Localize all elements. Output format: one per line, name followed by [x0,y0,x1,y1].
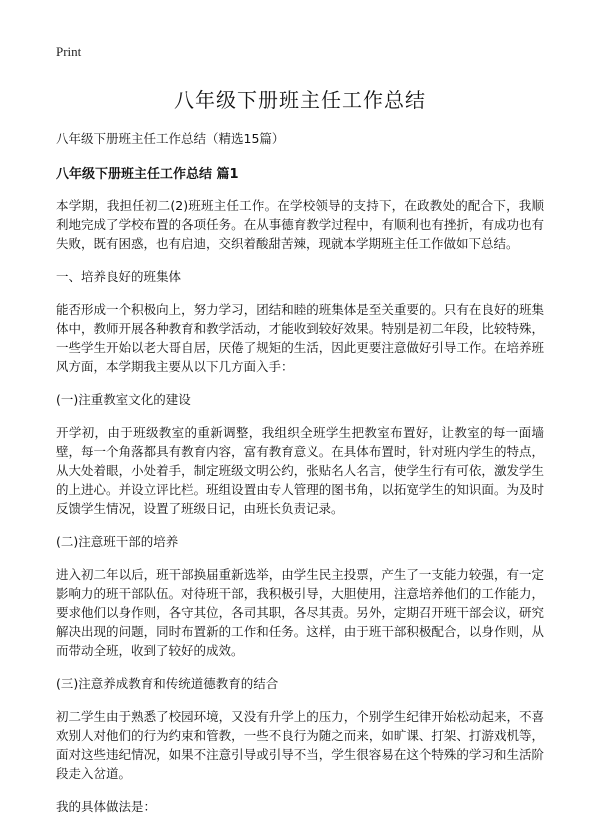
page-title: 八年级下册班主任工作总结 [174,88,426,112]
paragraph-method-intro: 我的具体做法是： [56,799,157,814]
section-heading-classroom-culture: (一)注重教室文化的建设 [56,392,191,407]
paragraph-habit-education: 初二学生由于熟悉了校园环境，又没有升学上的压力，个别学生纪律开始松动起来，不喜欢别人对他们的行为约束和管教，一些不良行为随之而来，如旷课、打架、打游戏机等，面对这些违纪情况，如果不注意引导或引导不当，学生很容易在这个特殊的学习和生活阶段走入岔道。 [56,709,544,781]
paragraph-intro: 本学期，我担任初二(2)班班主任工作。在学校领导的支持下，在政教处的配合下，我顺利地完成了学校布置的各项任务。在从事德育教学过程中，有顺利也有挫折，有成功也有失败，既有困惑，也有启迪，交织着酸甜苦辣，现就本学期班主任工作做如下总结。 [56,198,544,251]
document-subtitle: 八年级下册班主任工作总结（精选15篇） [56,131,285,146]
paragraph-class-cadres: 进入初二年以后，班干部换届重新选举，由学生民主投票，产生了一支能力较强，有一定影响力的班干部队伍。对待班干部，我积极引导，大胆使用，注意培养他们的工作能力，要求他们以身作则，各守其位，各司其职，各尽其责。另外，定期召开班干部会议，研究解决出现的问题，同时布置新的工作和任务。这样，由于班干部积极配合，以身作则，从而带动全班，收到了较好的成效。 [56,567,544,658]
section-heading-class-cadres: (二)注意班干部的培养 [56,534,179,549]
section-heading-1: 一、培养良好的班集体 [56,269,182,284]
paragraph-classroom-culture: 开学初，由于班级教室的重新调整，我组织全班学生把教室布置好，让教室的每一面墙壁，每一个角落都具有教育内容，富有教育意义。在具体布置时，针对班内学生的特点，从大处着眼，小处着手，制定班级文明公约，张贴名人名言，使学生行有可依，激发学生的上进心。并设立评比栏。班组设置由专人管理的图书角，以拓宽学生的知识面。为及时反馈学生情况，设置了班级日记，由班长负责记录。 [56,425,544,516]
paragraph-class-collective: 能否形成一个积极向上，努力学习，团结和睦的班集体是至关重要的。只有在良好的班集体中，教师开展各种教育和教学活动，才能收到较好效果。特别是初二年段，比较特殊，一些学生开始以老大哥自居，厌倦了规矩的生活，因此更要注意做好引导工作。在培养班风方面，本学期我主要从以下几方面入手： [56,302,544,374]
article-heading: 八年级下册班主任工作总结 篇1 [56,167,239,182]
print-link[interactable]: Print [56,44,82,59]
section-heading-habit-education: (三)注意养成教育和传统道德教育的结合 [56,676,279,691]
